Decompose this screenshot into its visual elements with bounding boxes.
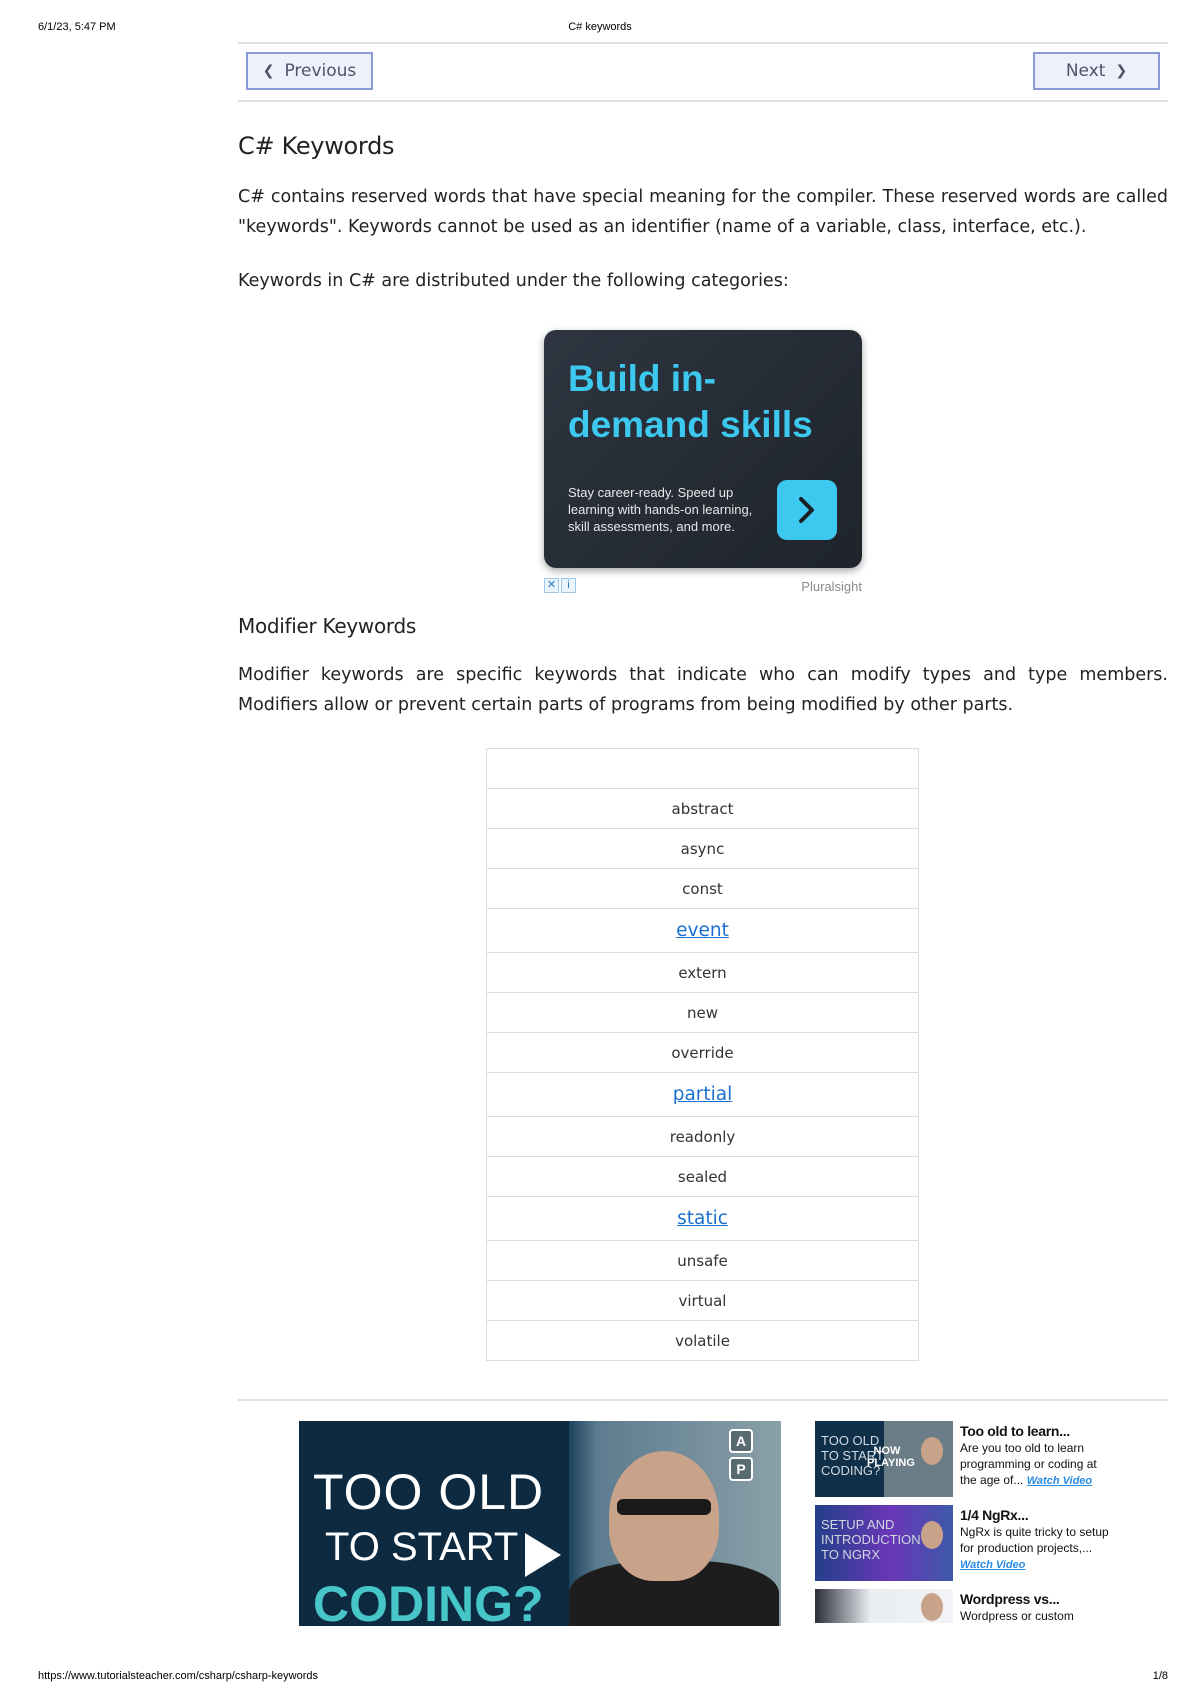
print-page-number: 1/8 (1152, 1670, 1168, 1682)
next-label: Next (1065, 61, 1106, 81)
keyword-link[interactable]: partial (672, 1084, 733, 1105)
watch-video-link[interactable]: Watch Video (960, 1559, 1026, 1571)
playlist-description: NgRx is quite tricky to setup for production projects,... Watch Video (960, 1525, 1109, 1571)
keyword-cell: override (487, 1033, 919, 1073)
keyword-cell: new (487, 993, 919, 1033)
keyword-cell: async (487, 829, 919, 869)
channel-badge (729, 1429, 755, 1483)
video-playlist (815, 1421, 1115, 1673)
playlist-title: 1/4 NgRx... (960, 1507, 1029, 1523)
pager-bar (238, 42, 1168, 102)
now-playing-label: NOW PLAYING (867, 1445, 915, 1469)
modifier-keywords-table (486, 748, 919, 1361)
table-header-cell (487, 749, 919, 789)
keyword-cell (487, 1197, 919, 1241)
video-title-line1: TOO OLD (313, 1464, 545, 1520)
playlist-description: Wordpress or custom (960, 1609, 1074, 1623)
playlist-thumbnail (815, 1589, 953, 1623)
previous-button[interactable] (246, 52, 373, 90)
next-button[interactable] (1033, 52, 1160, 90)
table-row (487, 1117, 919, 1157)
page-title: C# Keywords (238, 132, 395, 160)
thumbnail-face (921, 1593, 943, 1621)
thumbnail-face (921, 1521, 943, 1549)
playlist-title: Too old to learn... (960, 1423, 1070, 1439)
ad-info-icon[interactable]: i (561, 578, 576, 593)
pluralsight-ad[interactable] (544, 330, 862, 568)
table-row (487, 789, 919, 829)
modifier-paragraph: Modifier keywords are specific keywords that indicate who can modify types and type members. Modifiers allow or prevent certain parts of programs from being modified by other parts. (238, 665, 1168, 715)
keyword-cell (487, 1073, 919, 1117)
ad-headline: Build in-demand skills (568, 358, 813, 445)
table-row (487, 1197, 919, 1241)
video-player[interactable] (299, 1421, 781, 1626)
video-title-line2: TO START (325, 1525, 519, 1569)
keyword-cell: abstract (487, 789, 919, 829)
video-person-glasses (617, 1499, 711, 1515)
table-row (487, 993, 919, 1033)
print-footer (0, 1670, 1200, 1684)
print-url: https://www.tutorialsteacher.com/csharp/csharp-keywords (38, 1670, 319, 1682)
table-row (487, 1033, 919, 1073)
thumbnail-face (921, 1437, 943, 1465)
table-row (487, 1157, 919, 1197)
playlist-item[interactable] (815, 1421, 1115, 1505)
keyword-cell: readonly (487, 1117, 919, 1157)
table-row (487, 1073, 919, 1117)
playlist-thumbnail (815, 1421, 953, 1497)
video-title-line3: CODING? (313, 1576, 544, 1626)
keyword-cell: extern (487, 953, 919, 993)
thumbnail-text: TOO OLD TO START CODING? (821, 1433, 884, 1478)
previous-label: Previous (284, 61, 357, 81)
video-person-head (609, 1451, 719, 1581)
ad-brand: Pluralsight (801, 579, 862, 594)
keyword-cell: volatile (487, 1321, 919, 1361)
section-title: Modifier Keywords (238, 614, 416, 638)
table-row (487, 829, 919, 869)
playlist-item[interactable] (815, 1589, 1115, 1673)
video-widget (238, 1421, 1168, 1631)
table-row (487, 909, 919, 953)
ad-cta-button[interactable] (777, 480, 837, 540)
playlist-thumbnail (815, 1505, 953, 1581)
table-row (487, 869, 919, 909)
print-title: C# keywords (568, 21, 632, 33)
keyword-link[interactable]: event (676, 920, 729, 941)
watch-video-link[interactable]: Watch Video (1026, 1475, 1093, 1487)
keyword-link[interactable]: static (677, 1208, 728, 1229)
badge-a-icon: A (729, 1429, 753, 1453)
categories-paragraph: Keywords in C# are distributed under the following categories: (238, 271, 789, 291)
ad-meta (544, 576, 862, 596)
keyword-cell: unsafe (487, 1241, 919, 1281)
table-row (487, 1241, 919, 1281)
table-header-row (487, 749, 919, 789)
play-icon[interactable] (525, 1533, 561, 1577)
table-row (487, 1321, 919, 1361)
table-row (487, 1281, 919, 1321)
ad-body: Stay career-ready. Speed up learning with hands-on learning, skill assessments, and more. (568, 485, 753, 534)
playlist-item[interactable] (815, 1505, 1115, 1589)
keyword-cell: virtual (487, 1281, 919, 1321)
intro-paragraph: C# contains reserved words that have special meaning for the compiler. These reserved words are called "keywords". Keywords cannot be used as an identifier (name of a variable, class, interface, etc.). (238, 187, 1168, 237)
badge-p-icon: P (729, 1457, 753, 1481)
keyword-cell: const (487, 869, 919, 909)
article (238, 42, 1168, 1631)
playlist-description: Are you too old to learn programming or coding at the age of... Watch Video (960, 1441, 1097, 1487)
print-header (0, 21, 1200, 35)
table-row (487, 953, 919, 993)
thumbnail-text: SETUP AND INTRODUCTION TO NGRX (821, 1517, 921, 1562)
playlist-title: Wordpress vs... (960, 1591, 1060, 1607)
section-divider (238, 1399, 1168, 1401)
ad-close-icon[interactable]: ✕ (544, 578, 559, 593)
keyword-cell (487, 909, 919, 953)
chevron-left-icon: ❮ (262, 63, 275, 79)
keyword-cell: sealed (487, 1157, 919, 1197)
chevron-right-icon: ❯ (1115, 63, 1128, 79)
print-datetime: 6/1/23, 5:47 PM (38, 21, 116, 33)
chevron-right-icon (796, 495, 818, 525)
